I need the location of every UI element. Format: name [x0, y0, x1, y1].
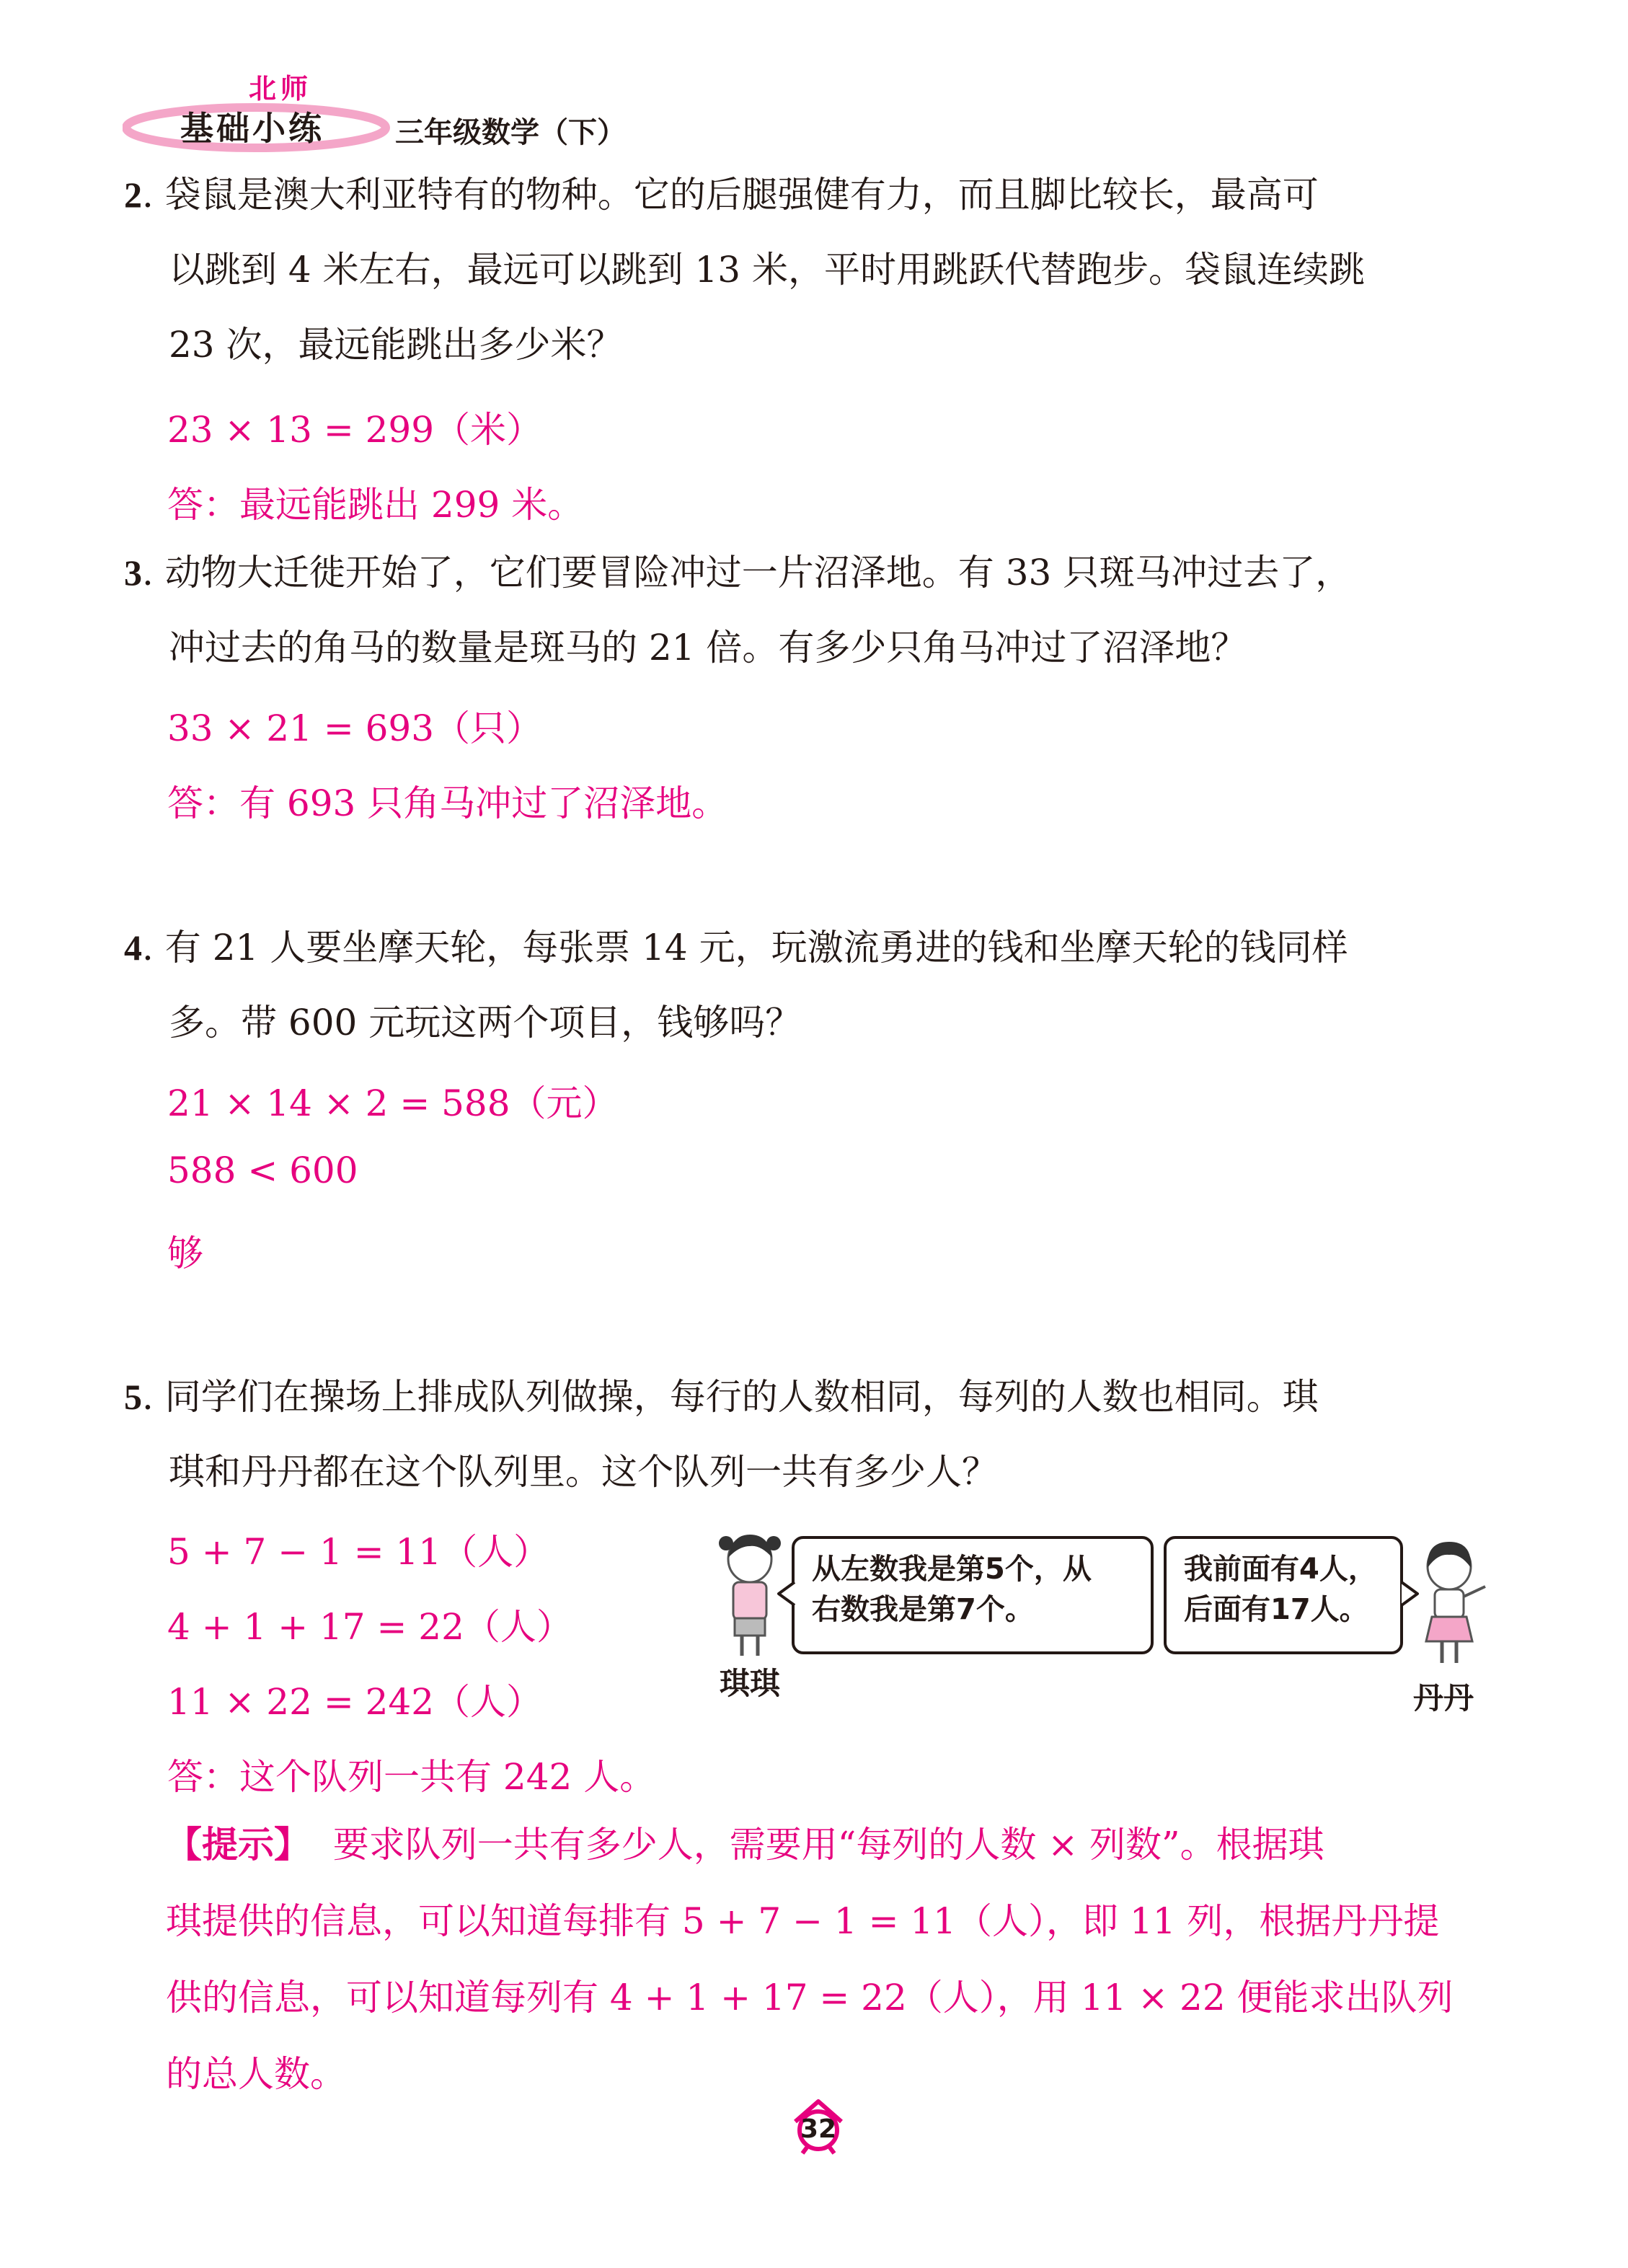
speech-text-line: 从左数我是第5个，从 — [812, 1553, 1092, 1586]
question-5: 5. 同学们在操场上排成队列做操，每行的人数相同，每列的人数也相同。琪 琪和丹丹都在这个队列里。这个队列一共有多少人？ — [124, 1359, 1494, 1509]
answer-line: 588 < 600 — [167, 1150, 358, 1191]
bubble-tail-icon — [777, 1579, 796, 1608]
answer-line: 11 × 22 = 242（人） — [167, 1681, 543, 1723]
answer-line: 5 + 7 − 1 = 11（人） — [167, 1531, 550, 1573]
speech-text-line: 后面有17人。 — [1184, 1593, 1368, 1626]
answer-line: 答：有 693 只角马冲过了沼泽地。 — [167, 782, 728, 824]
qiqi-name-label: 琪琪 — [720, 1666, 781, 1701]
question-text-line: 冲过去的角马的数量是斑马的 21 倍。有多少只角马冲过了沼泽地？ — [169, 627, 1247, 669]
question-text-line: 以跳到 4 米左右，最远可以跳到 13 米，平时用跳跃代替跑步。袋鼠连续跳 — [169, 249, 1366, 291]
question-text-line: 同学们在操场上排成队列做操，每行的人数相同，每列的人数也相同。琪 — [164, 1376, 1319, 1418]
answer-line: 21 × 14 × 2 = 588（元） — [167, 1082, 619, 1124]
hint-block — [166, 1806, 1507, 2112]
qiqi-speech-bubble — [792, 1536, 1154, 1654]
series-title: 基础小练 — [180, 109, 324, 148]
question-number: 4 — [124, 927, 142, 968]
question-number: 3 — [124, 552, 142, 593]
question-text-line: 袋鼠是澳大利亚特有的物种。它的后腿强健有力，而且脚比较长，最高可 — [164, 174, 1319, 216]
answer-line: 33 × 21 = 693（只） — [167, 707, 543, 749]
page-number-badge — [789, 2097, 847, 2155]
dandan-speech-bubble — [1164, 1536, 1403, 1654]
answer-line: 4 + 1 + 17 = 22（人） — [167, 1606, 572, 1648]
question-text-line: 多。带 600 元玩这两个项目，钱够吗？ — [169, 1002, 802, 1043]
dandan-name-label: 丹丹 — [1413, 1680, 1474, 1716]
question-text-line: 动物大迁徙开始了，它们要冒险冲过一片沼泽地。有 33 只斑马冲过去了， — [164, 552, 1352, 594]
answer-line: 23 × 13 = 299（米） — [167, 409, 543, 451]
question-text-line: 23 次，最远能跳出多少米？ — [169, 324, 623, 366]
hint-label: 【提示】 — [166, 1823, 310, 1866]
page-number: 32 — [800, 2114, 837, 2144]
speech-text-line: 右数我是第7个。 — [812, 1593, 1034, 1626]
question-number: 5 — [124, 1377, 142, 1417]
answer-line: 够 — [167, 1232, 203, 1274]
subject-title: 三年级数学（下） — [395, 116, 626, 149]
answer-line: 答：这个队列一共有 242 人。 — [167, 1756, 656, 1798]
question-number: 2 — [124, 175, 142, 215]
question-2: 2. 袋鼠是澳大利亚特有的物种。它的后腿强健有力，而且脚比较长，最高可 以跳到 4 米左右，最远可以跳到 13 米，平时用跳跃代替跑步。袋鼠连续跳 23 次，最远能跳出多少米？ — [124, 157, 1494, 382]
question-4: 4. 有 21 人要坐摩天轮，每张票 14 元，玩激流勇进的钱和坐摩天轮的钱同样 多。带 600 元玩这两个项目，钱够吗？ — [124, 910, 1494, 1060]
question-text-line: 有 21 人要坐摩天轮，每张票 14 元，玩激流勇进的钱和坐摩天轮的钱同样 — [164, 927, 1348, 968]
question-text-line: 琪和丹丹都在这个队列里。这个队列一共有多少人？ — [169, 1451, 998, 1493]
hint-text-line: 供的信息，可以知道每列有 4 + 1 + 17 = 22（人），用 11 × 22 便能求出队列 — [166, 1977, 1454, 2018]
girl-dandan-illustration — [1413, 1536, 1492, 1673]
question-3: 3. 动物大迁徙开始了，它们要冒险冲过一片沼泽地。有 33 只斑马冲过去了， 冲过去的角马的数量是斑马的 21 倍。有多少只角马冲过了沼泽地？ — [124, 535, 1494, 685]
publisher-label: 北师 — [249, 73, 313, 105]
speech-text-line: 我前面有4人， — [1184, 1553, 1377, 1586]
series-logo — [123, 66, 393, 160]
hint-text-line: 琪提供的信息，可以知道每排有 5 + 7 − 1 = 11（人），即 11 列，根据丹丹提 — [166, 1900, 1440, 1942]
hint-text-line: 的总人数。 — [166, 2053, 346, 2095]
answer-line: 答：最远能跳出 299 米。 — [167, 484, 584, 526]
hint-text-line: 要求队列一共有多少人，需要用“每列的人数 × 列数”。根据琪 — [332, 1824, 1324, 1866]
